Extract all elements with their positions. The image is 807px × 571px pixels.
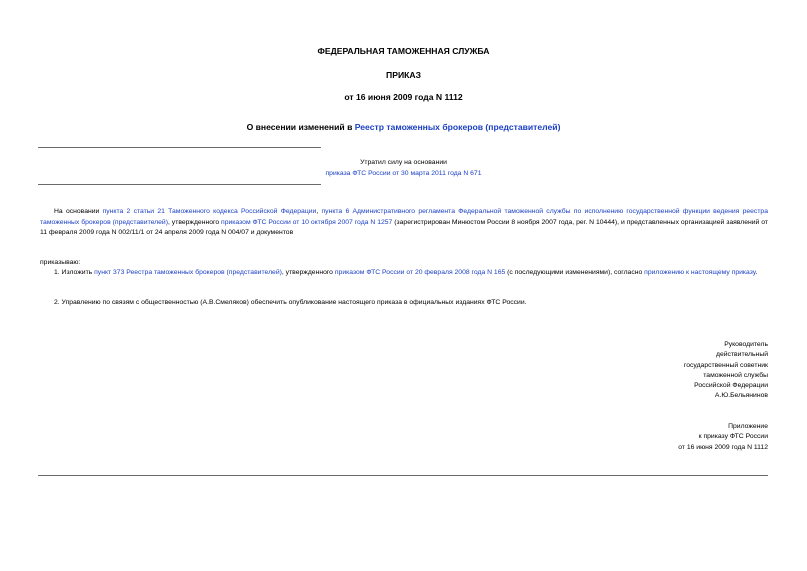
appendix-line: к приказу ФТС России	[698, 433, 768, 441]
order-word: приказываю:	[40, 259, 81, 266]
doc-type-heading: ПРИКАЗ	[386, 70, 421, 80]
item-2-paragraph: 2. Управлению по связям с общественностью (А.В.Смеляков) обеспечить опубликование настоящего приказа в официальных изданиях ФТС России.	[54, 299, 527, 306]
status-link[interactable]: приказа ФТС России от 30 марта 2011 года N 671	[325, 170, 482, 177]
signature-line: действительный	[716, 351, 768, 359]
item1-text-1: 1. Изложить	[54, 269, 95, 276]
signature-block	[684, 340, 768, 402]
appendix-line: от 16 июня 2009 года N 1112	[678, 443, 768, 451]
divider-status	[38, 184, 321, 185]
appendix-line: Приложение	[728, 423, 768, 430]
item1-text-4: .	[755, 269, 758, 276]
agency-heading: ФЕДЕРАЛЬНАЯ ТАМОЖЕННАЯ СЛУЖБА	[317, 46, 490, 56]
order-1257-link[interactable]: приказом ФТС России от 10 октября 2007 года N 1257	[221, 218, 393, 226]
status-note: Утратил силу на основании	[360, 159, 447, 166]
preamble-text-1: На основании	[54, 208, 103, 215]
doc-title	[0, 122, 807, 132]
doc-date-number: от 16 июня 2009 года N 1112	[344, 92, 463, 102]
appendix-link[interactable]: приложению к настоящему приказу	[644, 269, 756, 276]
customs-code-link[interactable]: пункта 2 статьи 21 Таможенного кодекса Российской Федерации	[102, 208, 317, 215]
item-1-paragraph	[40, 268, 768, 279]
signature-line: таможенной службы	[703, 371, 768, 379]
item1-text-3: (с последующими изменениями), согласно	[505, 269, 645, 276]
preamble-text-3: , утвержденного	[167, 218, 222, 226]
regulation-link[interactable]: пункта 6 Административного регламента Федеральной таможенной службы по исполнению государственной функции ведения реестра таможенных брокеров (представителей)	[40, 208, 768, 226]
preamble-text-4: (зарегистрирован Минюстом России 8 ноября 2007 года, рег. N 10444), и представленных организацией заявлений от 11 февраля 2009 года N 002/11/1 от 24 апреля 2009 года N 004/07 и документов	[40, 218, 769, 236]
preamble-paragraph	[40, 207, 768, 239]
order-165-link[interactable]: приказом ФТС России от 20 февраля 2008 года N 165	[334, 269, 506, 276]
registry-link[interactable]: Реестр таможенных брокеров (представителей)	[354, 122, 561, 132]
item1-text-2: , утвержденного	[281, 269, 335, 276]
appendix-block	[678, 422, 768, 453]
signature-line: Руководитель	[724, 341, 768, 348]
divider-bottom	[38, 475, 768, 476]
item-373-link[interactable]: пункт 373 Реестра таможенных брокеров (представителей)	[94, 269, 282, 276]
preamble-text-2: ,	[316, 208, 322, 215]
divider-top	[38, 147, 321, 148]
signature-name: А.Ю.Бельянинов	[714, 392, 768, 400]
signature-line: Российской Федерации	[694, 382, 768, 390]
doc-title-prefix: О внесении изменений в	[246, 122, 355, 132]
signature-line: государственный советник	[683, 361, 768, 369]
